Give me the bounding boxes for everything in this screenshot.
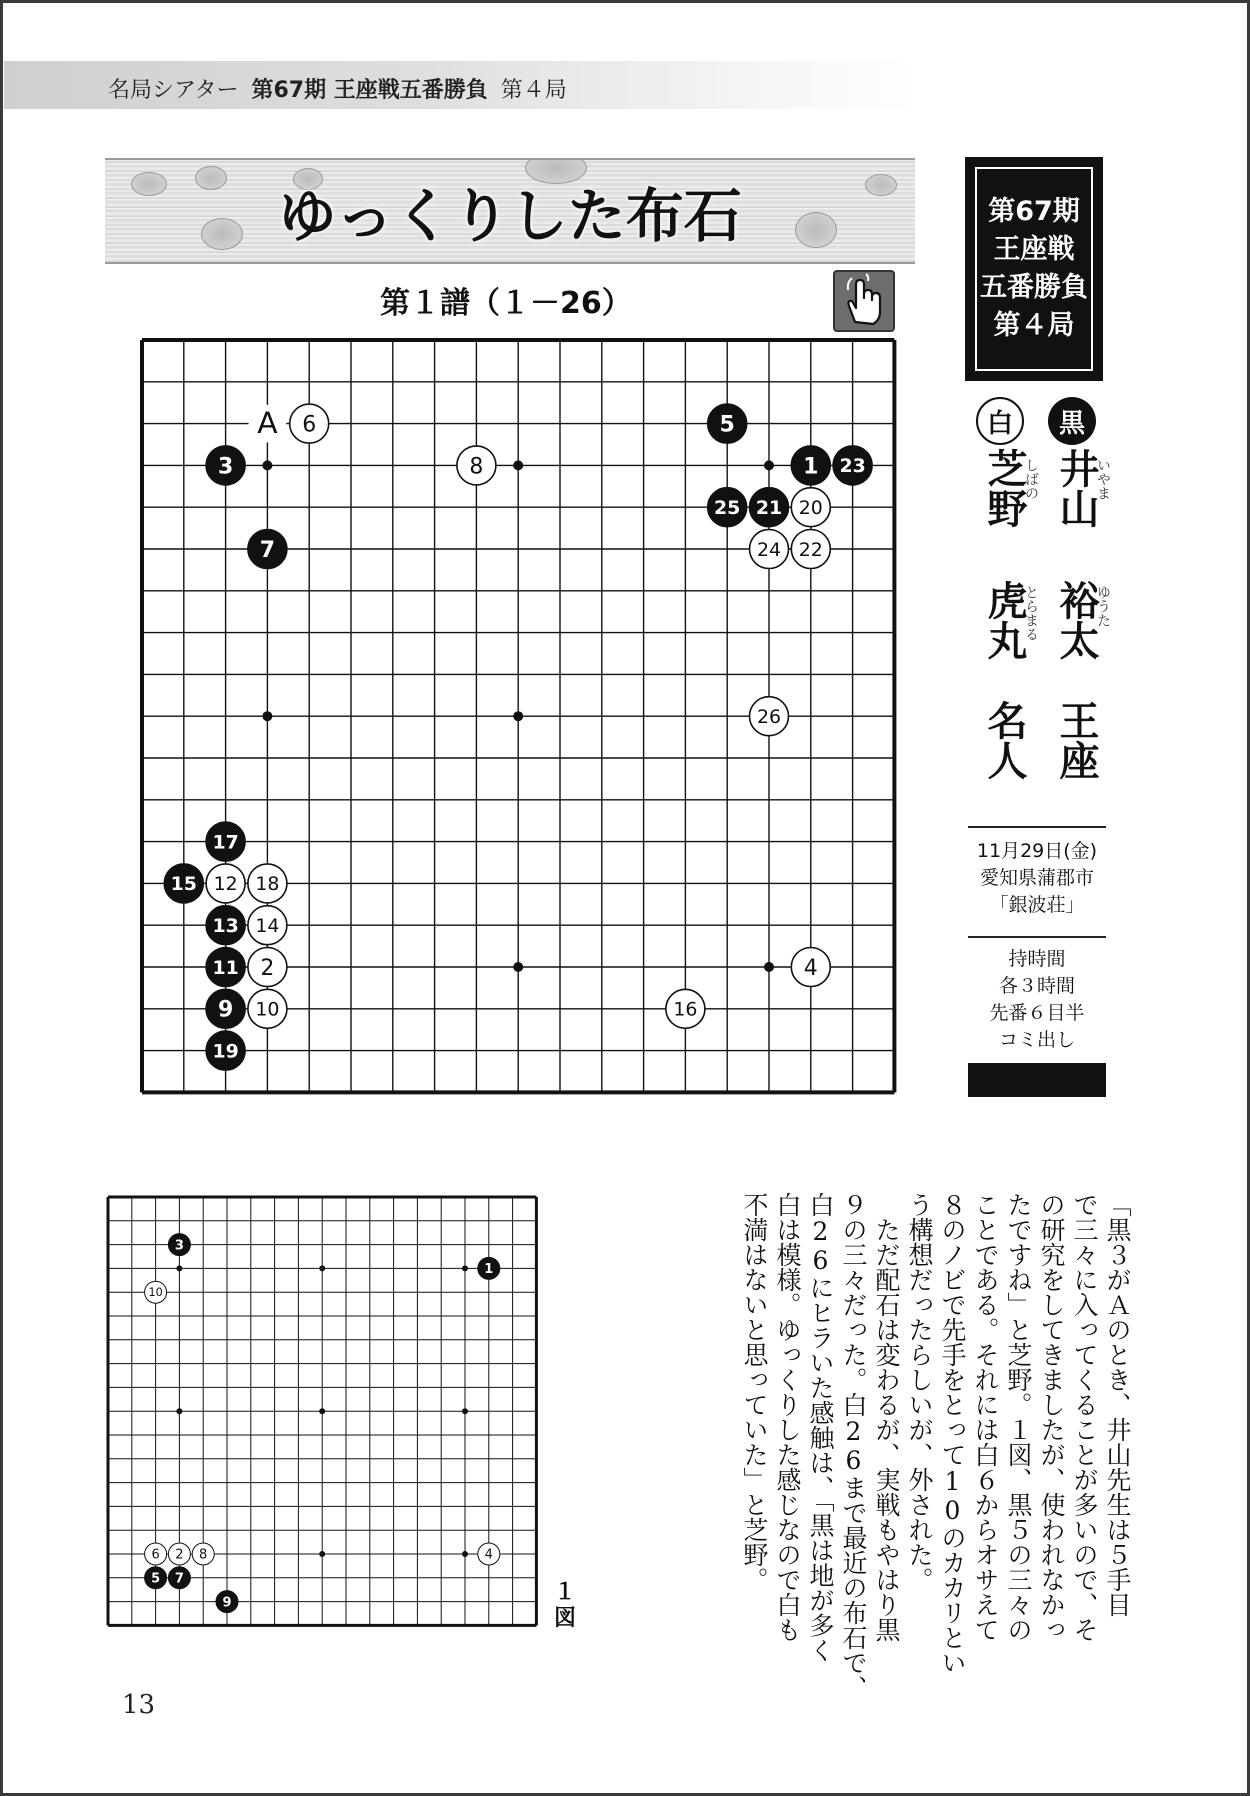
time-limit-value: 各３時間	[998, 975, 1075, 997]
commentary-line-6: ８のノビで先手をとって10のカカリとい	[938, 1192, 967, 1675]
commentary-line-9: ９の三々だった。白26まで最近の布石で、	[839, 1192, 868, 1700]
main-stone-white-6	[290, 404, 329, 443]
main-stone-number: 3	[217, 454, 234, 480]
main-stone-black-21	[750, 488, 789, 527]
main-stone-white-24	[750, 530, 789, 569]
header-game-no: 第４局	[500, 78, 567, 103]
main-stone-black-9	[206, 989, 245, 1028]
fig-stone-number: 1	[484, 1262, 494, 1278]
main-stone-black-13	[206, 906, 245, 945]
fig-stone-black-5	[145, 1567, 167, 1589]
game-number: 第４局	[993, 310, 1075, 341]
black-player-surname: 井山	[1053, 448, 1099, 528]
match-rules-info	[955, 946, 1119, 1054]
time-limit-label: 持時間	[1008, 948, 1066, 970]
main-stone-number: 20	[798, 497, 823, 520]
main-stone-black-23	[833, 446, 872, 485]
figure-1-go-board	[104, 1193, 540, 1629]
main-stone-number: 21	[755, 497, 783, 520]
main-stone-white-4	[791, 948, 830, 987]
white-player-badge: 白	[976, 397, 1024, 445]
main-stone-white-18	[248, 864, 287, 903]
fig-stone-black-7	[168, 1567, 190, 1589]
black-player-surname-furigana: いやま	[1095, 458, 1111, 500]
main-hoshi-point	[513, 962, 523, 972]
commentary-line-7: う構想だったらしいが、外された。	[905, 1192, 934, 1592]
fig-stone-number: 7	[174, 1571, 184, 1587]
main-stone-number: 6	[302, 412, 317, 438]
fig-stone-number: 10	[148, 1286, 163, 1300]
main-stone-number: 16	[673, 998, 698, 1021]
fig-stone-white-6	[145, 1543, 167, 1565]
black-player-badge: 黒	[1048, 397, 1096, 445]
match-date: 11月29日(金)	[976, 840, 1098, 862]
main-stone-number: 26	[756, 706, 782, 729]
main-stone-white-26	[750, 697, 789, 736]
fig-stone-number: 3	[174, 1238, 184, 1254]
main-stone-number: 1	[803, 454, 819, 480]
fig-stone-number: 2	[175, 1547, 184, 1563]
commentary-line-12: 不満はないと思っていた」と芝野。	[740, 1192, 769, 1592]
hand-pointer-icon	[835, 272, 893, 330]
main-label-a: A	[257, 405, 278, 441]
main-hoshi-point	[513, 711, 523, 721]
komi-label: コミ出し	[998, 1029, 1075, 1051]
fig-stone-number: 8	[199, 1547, 208, 1563]
main-stone-black-25	[708, 488, 747, 527]
white-player-title: 名人	[981, 700, 1027, 780]
main-stone-number: 24	[756, 538, 782, 561]
main-stone-number: 2	[260, 955, 275, 981]
fig-stone-number: 4	[484, 1547, 493, 1563]
main-stone-black-7	[248, 530, 287, 569]
main-stone-number: 9	[217, 997, 234, 1023]
header-prefix: 名局シアター	[108, 78, 239, 103]
main-stone-black-19	[206, 1031, 245, 1070]
game-title: 王座戦	[993, 234, 1075, 265]
header-text	[108, 73, 567, 104]
white-player-surname-furigana: しばの	[1023, 458, 1039, 500]
page-title: ゆっくりした布石	[278, 182, 742, 250]
main-stone-white-2	[248, 948, 287, 987]
main-stone-number: 11	[212, 956, 239, 979]
main-stone-black-17	[206, 822, 245, 861]
main-go-board	[138, 336, 898, 1096]
fig-stone-white-4	[478, 1543, 500, 1565]
main-stone-number: 10	[255, 998, 280, 1021]
info-divider-top	[968, 826, 1106, 828]
figure-1-number: １	[553, 1580, 576, 1605]
fig-hoshi-point	[462, 1265, 468, 1271]
fig-stone-number: 6	[151, 1547, 160, 1563]
main-stone-white-8	[457, 446, 496, 485]
game-format: 五番勝負	[980, 272, 1088, 303]
main-stone-white-16	[666, 989, 705, 1028]
main-stone-number: 17	[212, 831, 239, 854]
commentary-line-4: たですね」と芝野。１図、黒５の三々の	[1004, 1192, 1033, 1642]
header-series: 第67期 王座戦五番勝負	[251, 78, 488, 103]
black-player-given-furigana: ゆうた	[1095, 585, 1111, 627]
white-player-given-furigana: とらまる	[1023, 585, 1039, 641]
main-stone-number: 18	[255, 873, 280, 896]
game-info-box	[965, 157, 1103, 381]
black-player-title: 王座	[1053, 700, 1099, 780]
main-stone-number: 8	[469, 454, 484, 480]
main-stone-number: 5	[719, 412, 735, 438]
main-stone-white-20	[791, 488, 830, 527]
game-term: 第67期	[988, 196, 1080, 227]
commentary-line-11: 白は模様。ゆっくりした感じなので白も	[773, 1192, 802, 1642]
main-stone-black-15	[164, 864, 203, 903]
main-stone-number: 23	[839, 455, 866, 478]
title-banner	[105, 158, 915, 264]
main-stone-black-1	[791, 446, 830, 485]
main-stone-white-10	[248, 989, 287, 1028]
commentary-line-1: 「黒３がＡのとき、井山先生は５手目	[1103, 1192, 1132, 1617]
page-number: 13	[122, 1690, 156, 1720]
fig-stone-black-9	[216, 1591, 238, 1613]
match-place: 愛知県蒲郡市	[979, 867, 1094, 889]
fig-hoshi-point	[319, 1551, 325, 1557]
main-stone-number: 7	[259, 537, 276, 563]
fig-hoshi-point	[462, 1551, 468, 1557]
match-venue: 「銀波荘」	[989, 894, 1085, 916]
main-stone-white-12	[206, 864, 245, 903]
main-stone-number: 13	[212, 915, 239, 938]
main-hoshi-point	[764, 460, 774, 470]
main-stone-number: 14	[255, 915, 280, 938]
black-player-given-name: 裕太	[1053, 580, 1099, 660]
main-hoshi-point	[513, 460, 523, 470]
fig-hoshi-point	[462, 1408, 468, 1414]
fig-hoshi-point	[319, 1265, 325, 1271]
fig-stone-white-10	[145, 1281, 167, 1303]
main-stone-black-11	[206, 948, 245, 987]
fig-hoshi-point	[176, 1265, 182, 1271]
figure-1-char: 図	[553, 1606, 576, 1631]
main-stone-white-22	[791, 530, 830, 569]
main-stone-number: 12	[213, 873, 238, 896]
main-stone-number: 19	[212, 1040, 239, 1063]
match-venue-info	[955, 838, 1119, 919]
commentary-line-5: ことである。それには白６からオサえて	[971, 1192, 1000, 1642]
info-divider-bottom	[968, 936, 1106, 938]
main-stone-number: 25	[714, 497, 741, 520]
commentary-line-2: で三々に入ってくることが多いので、そ	[1070, 1192, 1099, 1642]
main-hoshi-point	[262, 711, 272, 721]
figure-1-label	[553, 1580, 577, 1632]
hand-pointer-button[interactable]	[833, 270, 895, 332]
fig-hoshi-point	[176, 1408, 182, 1414]
commentary-line-8: ただ配石は変わるが、実戦もやはり黒	[872, 1192, 901, 1642]
commentary-line-10: 白26にヒラいた感触は、「黒は地が多く	[806, 1192, 835, 1663]
main-stone-white-14	[248, 906, 287, 945]
fig-stone-black-3	[168, 1234, 190, 1256]
main-hoshi-point	[262, 460, 272, 470]
fig-stone-number: 5	[151, 1571, 161, 1587]
commentary-line-3: の研究をしてきましたが、使われなかっ	[1037, 1192, 1066, 1642]
main-stone-number: 4	[803, 955, 818, 981]
main-stone-black-3	[206, 446, 245, 485]
main-stone-number: 22	[798, 538, 823, 561]
komi-value: 先番６目半	[989, 1002, 1085, 1024]
white-player-surname: 芝野	[981, 448, 1027, 528]
main-stone-number: 15	[170, 873, 197, 896]
white-player-given-name: 虎丸	[981, 580, 1027, 660]
fig-stone-white-2	[168, 1543, 190, 1565]
main-hoshi-point	[764, 962, 774, 972]
main-stone-black-5	[708, 404, 747, 443]
fig-stone-number: 9	[222, 1595, 232, 1611]
diagram-subtitle: 第１譜（１－26）	[380, 286, 632, 321]
fig-hoshi-point	[319, 1408, 325, 1414]
fig-stone-white-8	[192, 1543, 214, 1565]
black-divider-bar	[968, 1063, 1106, 1097]
fig-stone-black-1	[478, 1257, 500, 1279]
